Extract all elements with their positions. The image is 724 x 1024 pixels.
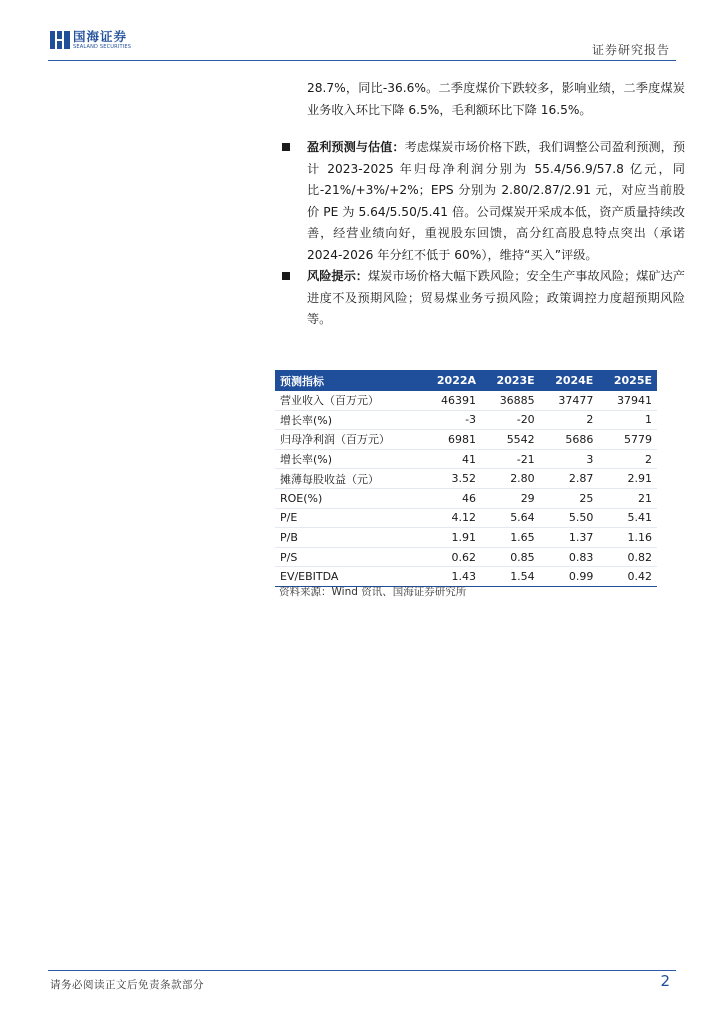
table-cell: 1.43 bbox=[421, 567, 481, 587]
bullet-text: 煤炭市场价格大幅下跌风险；安全生产事故风险；煤矿达产进度不及预期风险；贸易煤业务亏损风险；政策调控力度超预期风险等。 bbox=[307, 269, 685, 326]
footer-divider bbox=[48, 970, 676, 971]
table-cell: 36885 bbox=[481, 391, 540, 410]
table-cell: 0.99 bbox=[540, 567, 599, 587]
table-row bbox=[275, 547, 657, 567]
table-cell: 25 bbox=[540, 488, 599, 508]
report-type-label: 证券研究报告 bbox=[591, 43, 670, 57]
table-cell: 3 bbox=[540, 449, 599, 469]
table-header-row bbox=[275, 370, 657, 391]
table-source-note: 资料来源：Wind 资讯、国海证券研究所 bbox=[279, 586, 467, 598]
header-divider bbox=[48, 60, 676, 61]
table-cell: 5779 bbox=[598, 430, 657, 450]
table-cell: 6981 bbox=[421, 430, 481, 450]
table-cell: 5686 bbox=[540, 430, 599, 450]
row-label: 增长率(%) bbox=[275, 410, 421, 430]
table-cell: 1.65 bbox=[481, 528, 540, 548]
table-cell: 2.87 bbox=[540, 469, 599, 489]
column-header: 2023E bbox=[481, 370, 540, 391]
continued-paragraph: 28.7%，同比-36.6%。二季度煤价下跌较多，影响业绩，二季度煤炭业务收入环比下降 6.5%，毛利额环比下降 16.5%。 bbox=[307, 81, 685, 117]
bullet-title: 风险提示： bbox=[307, 269, 368, 283]
column-header: 2022A bbox=[421, 370, 481, 391]
sealand-logo-icon bbox=[50, 31, 70, 49]
logo-cn-text: 国海证券 bbox=[73, 29, 128, 44]
table-cell: 3.52 bbox=[421, 469, 481, 489]
row-label: P/S bbox=[275, 547, 421, 567]
table-row bbox=[275, 449, 657, 469]
square-bullet-icon bbox=[282, 272, 290, 280]
table-row bbox=[275, 469, 657, 489]
row-label: 增长率(%) bbox=[275, 449, 421, 469]
column-header: 2024E bbox=[540, 370, 599, 391]
row-label: 营业收入（百万元） bbox=[275, 391, 421, 410]
row-label: 摊薄每股收益（元） bbox=[275, 469, 421, 489]
row-label: 归母净利润（百万元） bbox=[275, 430, 421, 450]
table-cell: 1.91 bbox=[421, 528, 481, 548]
table-cell: 37477 bbox=[540, 391, 599, 410]
table-cell: 1 bbox=[598, 410, 657, 430]
disclaimer-note: 请务必阅读正文后免责条款部分 bbox=[50, 979, 204, 991]
page-number: 2 bbox=[660, 972, 670, 990]
table-cell: 5.41 bbox=[598, 508, 657, 528]
table-cell: 1.37 bbox=[540, 528, 599, 548]
table-cell: 0.62 bbox=[421, 547, 481, 567]
page-header bbox=[0, 0, 724, 62]
table-cell: 2.80 bbox=[481, 469, 540, 489]
table-cell: 4.12 bbox=[421, 508, 481, 528]
bullet-text: 考虑煤炭市场价格下跌，我们调整公司盈利预测，预计 2023-2025 年归母净利润分别为 55.4/56.9/57.8 亿元，同比-21%/+3%/+2%；EPS 分别为 2.80/2.87/2.91 元，对应当前股价 PE 为 5.64/5.50/5.41 倍。公司煤炭开采成本低，资产质量持续改善，经营业绩向好，重视股东回馈，高分红高股息特点突出（承诺 2024-2026 年分红不低于 60%），维持“买入”评级。 bbox=[307, 140, 686, 262]
table-cell: -21 bbox=[481, 449, 540, 469]
table-cell: 5.50 bbox=[540, 508, 599, 528]
table-cell: 46 bbox=[421, 488, 481, 508]
table-cell: 37941 bbox=[598, 391, 657, 410]
row-label: ROE(%) bbox=[275, 488, 421, 508]
table-cell: 0.42 bbox=[598, 567, 657, 587]
table-cell: 0.85 bbox=[481, 547, 540, 567]
table-cell: 0.82 bbox=[598, 547, 657, 567]
table-cell: 0.83 bbox=[540, 547, 599, 567]
table-cell: -20 bbox=[481, 410, 540, 430]
square-bullet-icon bbox=[282, 143, 290, 151]
column-header: 2025E bbox=[598, 370, 657, 391]
table-cell: 2 bbox=[598, 449, 657, 469]
forecast-table bbox=[275, 370, 657, 587]
table-cell: 1.54 bbox=[481, 567, 540, 587]
table-cell: 5.64 bbox=[481, 508, 540, 528]
table-row bbox=[275, 508, 657, 528]
table-row bbox=[275, 528, 657, 548]
column-header: 预测指标 bbox=[275, 370, 421, 391]
table-cell: 5542 bbox=[481, 430, 540, 450]
table-row bbox=[275, 391, 657, 410]
table-cell: 29 bbox=[481, 488, 540, 508]
row-label: P/B bbox=[275, 528, 421, 548]
sealand-logo bbox=[50, 31, 131, 50]
logo-en-text: SEALAND SECURITIES bbox=[73, 43, 132, 50]
table-row bbox=[275, 430, 657, 450]
row-label: EV/EBITDA bbox=[275, 567, 421, 587]
table-row bbox=[275, 410, 657, 430]
row-label: P/E bbox=[275, 508, 421, 528]
table-cell: 2.91 bbox=[598, 469, 657, 489]
table-cell: 1.16 bbox=[598, 528, 657, 548]
bullet-title: 盈利预测与估值： bbox=[307, 140, 405, 154]
table-row bbox=[275, 488, 657, 508]
table-cell: 2 bbox=[540, 410, 599, 430]
table-cell: 21 bbox=[598, 488, 657, 508]
table-cell: 46391 bbox=[421, 391, 481, 410]
table-cell: 41 bbox=[421, 449, 481, 469]
table-cell: -3 bbox=[421, 410, 481, 430]
